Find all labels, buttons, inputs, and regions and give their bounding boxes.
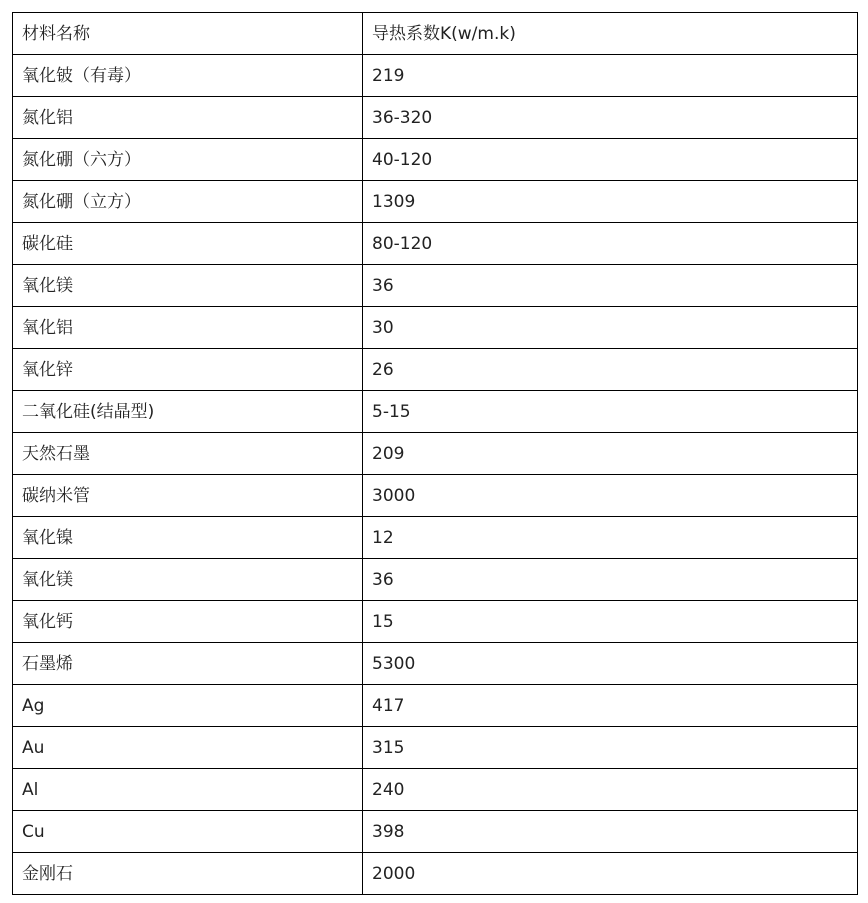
cell-thermal-conductivity: 5300 (363, 643, 858, 685)
table-row (13, 349, 858, 391)
table-header-row (13, 13, 858, 55)
cell-thermal-conductivity: 26 (363, 349, 858, 391)
table-row (13, 685, 858, 727)
cell-material-name: 氧化镁 (13, 265, 363, 307)
cell-thermal-conductivity: 36 (363, 559, 858, 601)
cell-thermal-conductivity: 36-320 (363, 97, 858, 139)
table-row (13, 769, 858, 811)
cell-material-name: 二氧化硅(结晶型) (13, 391, 363, 433)
cell-material-name: 石墨烯 (13, 643, 363, 685)
table-row (13, 811, 858, 853)
thermal-conductivity-table-container (12, 12, 858, 895)
header-material-name: 材料名称 (13, 13, 363, 55)
cell-material-name: 碳化硅 (13, 223, 363, 265)
table-row (13, 517, 858, 559)
thermal-conductivity-table (12, 12, 858, 895)
table-row (13, 139, 858, 181)
table-row (13, 223, 858, 265)
cell-material-name: 金刚石 (13, 853, 363, 895)
cell-material-name: 碳纳米管 (13, 475, 363, 517)
cell-thermal-conductivity: 1309 (363, 181, 858, 223)
table-row (13, 181, 858, 223)
cell-material-name: 氮化铝 (13, 97, 363, 139)
table-row (13, 601, 858, 643)
cell-material-name: 氧化镍 (13, 517, 363, 559)
cell-thermal-conductivity: 3000 (363, 475, 858, 517)
table-row (13, 643, 858, 685)
cell-material-name: 氧化铍（有毒） (13, 55, 363, 97)
cell-thermal-conductivity: 36 (363, 265, 858, 307)
cell-material-name: Ag (13, 685, 363, 727)
table-row (13, 97, 858, 139)
cell-material-name: 氧化钙 (13, 601, 363, 643)
cell-material-name: 氮化硼（六方） (13, 139, 363, 181)
cell-material-name: 天然石墨 (13, 433, 363, 475)
table-row (13, 55, 858, 97)
cell-thermal-conductivity: 40-120 (363, 139, 858, 181)
cell-thermal-conductivity: 2000 (363, 853, 858, 895)
cell-material-name: Cu (13, 811, 363, 853)
cell-material-name: Al (13, 769, 363, 811)
table-row (13, 391, 858, 433)
table-row (13, 265, 858, 307)
table-row (13, 853, 858, 895)
cell-thermal-conductivity: 398 (363, 811, 858, 853)
table-row (13, 475, 858, 517)
cell-material-name: 氧化铝 (13, 307, 363, 349)
cell-thermal-conductivity: 417 (363, 685, 858, 727)
cell-thermal-conductivity: 315 (363, 727, 858, 769)
cell-material-name: 氧化锌 (13, 349, 363, 391)
cell-material-name: Au (13, 727, 363, 769)
cell-material-name: 氮化硼（立方） (13, 181, 363, 223)
cell-material-name: 氧化镁 (13, 559, 363, 601)
table-row (13, 727, 858, 769)
cell-thermal-conductivity: 12 (363, 517, 858, 559)
cell-thermal-conductivity: 30 (363, 307, 858, 349)
cell-thermal-conductivity: 80-120 (363, 223, 858, 265)
table-row (13, 559, 858, 601)
cell-thermal-conductivity: 209 (363, 433, 858, 475)
cell-thermal-conductivity: 15 (363, 601, 858, 643)
cell-thermal-conductivity: 240 (363, 769, 858, 811)
table-row (13, 433, 858, 475)
table-row (13, 307, 858, 349)
cell-thermal-conductivity: 219 (363, 55, 858, 97)
cell-thermal-conductivity: 5-15 (363, 391, 858, 433)
header-thermal-conductivity: 导热系数K(w/m.k) (363, 13, 858, 55)
